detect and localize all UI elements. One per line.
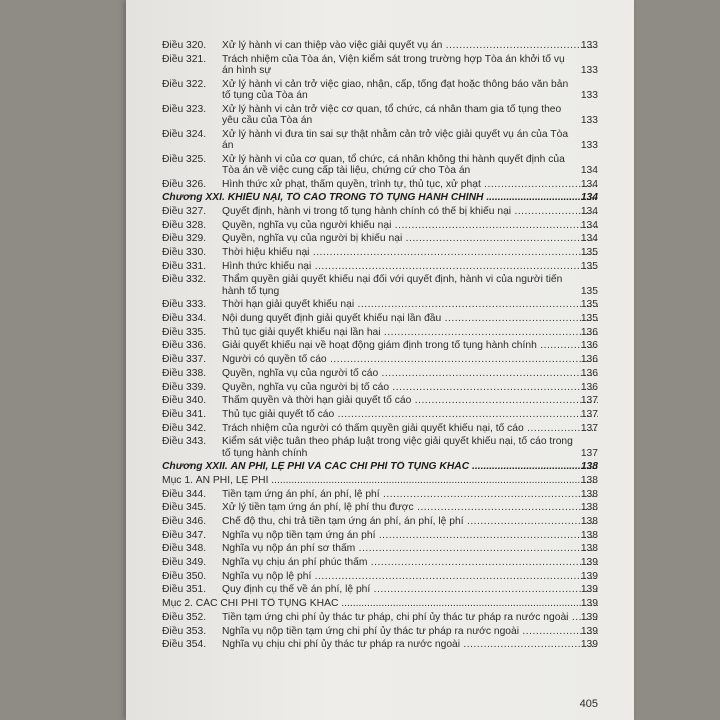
entry-page-number: 133 [580, 89, 598, 101]
toc-entry [162, 154, 598, 177]
entry-page-number: 139 [580, 584, 598, 596]
entry-title: Thời hiệu khiếu nại ..... [222, 247, 598, 258]
article-label: Điều 326. [162, 178, 207, 190]
article-label: Điều 321. [162, 53, 207, 65]
article-label: Điều 322. [162, 78, 207, 90]
toc-entry [162, 327, 598, 338]
toc-entry [162, 626, 598, 637]
entry-page-number: 137 [580, 395, 598, 407]
entry-title: Trách nhiệm của Tòa án, Viện kiểm sát trong trường hợp Tòa án khởi tố vụ án hình sự [222, 53, 565, 76]
article-label: Điều 345. [162, 502, 207, 514]
entry-page-number: 133 [580, 40, 598, 51]
article-label: Điều 324. [162, 128, 207, 140]
entry-page-number: 139 [580, 570, 598, 582]
toc-entry [162, 79, 598, 102]
article-label: Điều 342. [162, 422, 207, 434]
article-label: Điều 337. [162, 354, 207, 366]
entry-page-number: 134 [580, 205, 598, 217]
entry-title: Xử lý hành vi của cơ quan, tổ chức, cá nhân không thi hành quyết định của Tòa án về việc cung cấp tài liệu, chứng cứ cho Tòa án [222, 153, 565, 176]
article-label: Điều 331. [162, 260, 207, 272]
entry-page-number: 138 [580, 543, 598, 555]
toc-entry [162, 368, 598, 379]
article-label: Điều 346. [162, 516, 207, 528]
entry-title: Quyền, nghĩa vụ của người bị tố cáo ..... [222, 382, 598, 393]
entry-title: Quy định cụ thể về án phí, lệ phí ..... [222, 584, 598, 595]
toc-entry [162, 489, 598, 500]
toc-entry [162, 639, 598, 650]
entry-page-number: 133 [580, 114, 598, 126]
entry-title: Quyền, nghĩa vụ của người khiếu nại ..... [222, 220, 598, 231]
entry-title: Quyết định, hành vi trong tố tụng hành chính có thể bị khiếu nại ..... [222, 206, 598, 217]
entry-page-number: 138 [580, 488, 598, 500]
entry-title: Chế độ thu, chi trả tiền tạm ứng án phí, án phí, lệ phí ..... [222, 516, 598, 527]
toc-entry [162, 299, 598, 310]
entry-page-number: 135 [580, 313, 598, 325]
entry-page-number: 139 [580, 557, 598, 569]
entry-title: Quyền, nghĩa vụ của người bị khiếu nại ..... [222, 233, 598, 244]
entry-title: Quyền, nghĩa vụ của người tố cáo ..... [222, 368, 598, 379]
toc-entry [162, 612, 598, 623]
entry-title: Hình thức xử phạt, thẩm quyền, trình tự, thủ tục, xử phạt ..... [222, 179, 598, 190]
entry-page-number: 138 [580, 529, 598, 541]
toc-entry [162, 233, 598, 244]
page-number: 405 [579, 698, 598, 710]
toc-entry [162, 395, 598, 406]
entry-page-number: 133 [580, 139, 598, 151]
entry-title: Nghĩa vụ nộp lệ phí ..... [222, 571, 598, 582]
toc-entry [162, 557, 598, 568]
article-label: Điều 338. [162, 367, 207, 379]
article-label: Điều 332. [162, 274, 207, 286]
entry-page-number: 136 [580, 354, 598, 366]
section-heading [162, 598, 598, 609]
article-label: Điều 339. [162, 381, 207, 393]
toc-entry [162, 247, 598, 258]
entry-title: Nghĩa vụ chịu án phí phúc thẩm ..... [222, 557, 598, 568]
entry-page-number: 136 [580, 367, 598, 379]
toc-entry [162, 129, 598, 152]
toc-entry [162, 382, 598, 393]
article-label: Điều 343. [162, 436, 207, 448]
table-of-contents [162, 40, 598, 653]
entry-title: Thời hạn giải quyết khiếu nại ..... [222, 299, 598, 310]
toc-entry [162, 313, 598, 324]
article-label: Điều 351. [162, 584, 207, 596]
entry-page-number: 139 [580, 611, 598, 623]
toc-entry [162, 436, 598, 459]
toc-entry [162, 274, 598, 297]
entry-title: Nghĩa vụ nộp tiền tạm ứng chi phí ủy thác tư pháp ra nước ngoài ..... [222, 626, 598, 637]
entry-title: Giải quyết khiếu nại về hoạt động giám định trong tố tụng hành chính ..... [222, 340, 598, 351]
entry-page-number: 136 [580, 340, 598, 352]
entry-title: Xử lý hành vi can thiệp vào việc giải quyết vụ án ..... [222, 40, 598, 51]
toc-entry [162, 354, 598, 365]
entry-title: Thẩm quyền giải quyết khiếu nại đối với quyết định, hành vi của người tiến hành tố tụng [222, 274, 563, 297]
article-label: Điều 344. [162, 488, 207, 500]
article-label: Điều 333. [162, 299, 207, 311]
entry-page-number: 134 [580, 178, 598, 190]
entry-page-number: 133 [580, 64, 598, 76]
article-label: Điều 348. [162, 543, 207, 555]
entry-title: Nghĩa vụ chịu chi phí ủy thác tư pháp ra nước ngoài ..... [222, 639, 598, 650]
entry-page-number: 134 [580, 192, 598, 204]
toc-entry [162, 423, 598, 434]
article-label: Điều 336. [162, 340, 207, 352]
entry-title: Người có quyền tố cáo ..... [222, 354, 598, 365]
entry-page-number: 135 [580, 247, 598, 259]
toc-entry [162, 409, 598, 420]
entry-page-number: 138 [580, 461, 598, 473]
article-label: Điều 341. [162, 408, 207, 420]
chapter-heading [162, 461, 598, 472]
chapter-heading [162, 192, 598, 203]
entry-title: Mục 2. CÁC CHI PHÍ TỐ TỤNG KHÁC ..... [162, 598, 598, 609]
toc-entry [162, 220, 598, 231]
entry-page-number: 139 [580, 625, 598, 637]
entry-page-number: 134 [580, 233, 598, 245]
article-label: Điều 350. [162, 570, 207, 582]
book-page [126, 0, 634, 720]
entry-title: Nghĩa vụ nộp án phí sơ thẩm ..... [222, 543, 598, 554]
toc-entry [162, 104, 598, 127]
entry-page-number: 137 [580, 422, 598, 434]
entry-title: Tiền tạm ứng chi phí ủy thác tư pháp, chi phí ủy thác tư pháp ra nước ngoài ..... [222, 612, 598, 623]
toc-entry [162, 571, 598, 582]
entry-title: Nghĩa vụ nộp tiền tạm ứng án phí ..... [222, 530, 598, 541]
toc-entry [162, 502, 598, 513]
entry-title: Kiểm sát việc tuân theo pháp luật trong việc giải quyết khiếu nại, tố cáo trong tố tụng hành chính [222, 436, 573, 459]
article-label: Điều 340. [162, 395, 207, 407]
entry-page-number: 137 [580, 408, 598, 420]
article-label: Điều 335. [162, 326, 207, 338]
entry-title: Tiền tạm ứng án phí, án phí, lệ phí ..... [222, 489, 598, 500]
toc-entry [162, 340, 598, 351]
entry-title: Thẩm quyền và thời hạn giải quyết tố cáo ..... [222, 395, 598, 406]
entry-page-number: 137 [580, 447, 598, 459]
article-label: Điều 349. [162, 557, 207, 569]
entry-page-number: 138 [580, 502, 598, 514]
article-label: Điều 328. [162, 219, 207, 231]
entry-title: Thủ tục giải quyết khiếu nại lần hai ..... [222, 327, 598, 338]
entry-title: Xử lý tiền tạm ứng án phí, lệ phí thu được ..... [222, 502, 598, 513]
entry-page-number: 134 [580, 164, 598, 176]
toc-entry [162, 584, 598, 595]
entry-title: Xử lý hành vi cản trở việc giao, nhận, cấp, tống đạt hoặc thông báo văn bản tố tụng của Tòa án [222, 78, 569, 101]
article-label: Điều 330. [162, 247, 207, 259]
entry-title: Chương XXII. ÁN PHÍ, LỆ PHÍ VÀ CÁC CHI PHÍ TỐ TỤNG KHÁC ..... [162, 461, 598, 472]
entry-page-number: 139 [580, 639, 598, 651]
article-label: Điều 329. [162, 233, 207, 245]
toc-entry [162, 206, 598, 217]
entry-title: Mục 1. ÁN PHÍ, LỆ PHÍ ..... [162, 475, 598, 486]
article-label: Điều 323. [162, 103, 207, 115]
article-label: Điều 325. [162, 153, 207, 165]
entry-page-number: 135 [580, 260, 598, 272]
toc-entry [162, 54, 598, 77]
entry-title: Thủ tục giải quyết tố cáo ..... [222, 409, 598, 420]
entry-title: Xử lý hành vi cản trở việc cơ quan, tổ chức, cá nhân tham gia tố tụng theo yêu cầu của Tòa án [222, 103, 562, 126]
toc-entry [162, 261, 598, 272]
entry-page-number: 136 [580, 381, 598, 393]
article-label: Điều 352. [162, 611, 207, 623]
toc-entry [162, 530, 598, 541]
toc-entry [162, 179, 598, 190]
entry-title: Xử lý hành vi đưa tin sai sự thật nhằm cản trở việc giải quyết vụ án của Tòa án [222, 128, 569, 151]
article-label: Điều 347. [162, 529, 207, 541]
article-label: Điều 334. [162, 313, 207, 325]
article-label: Điều 320. [162, 40, 207, 51]
entry-page-number: 135 [580, 285, 598, 297]
article-label: Điều 327. [162, 205, 207, 217]
entry-title: Chương XXI. KHIẾU NẠI, TỐ CÁO TRONG TỐ TỤNG HÀNH CHÍNH ..... [162, 192, 598, 203]
entry-title: Hình thức khiếu nại ..... [222, 261, 598, 272]
entry-page-number: 138 [580, 516, 598, 528]
entry-page-number: 134 [580, 219, 598, 231]
article-label: Điều 354. [162, 639, 207, 651]
entry-page-number: 136 [580, 326, 598, 338]
entry-title: Trách nhiệm của người có thẩm quyền giải quyết khiếu nại, tố cáo ..... [222, 423, 598, 434]
toc-entry [162, 40, 598, 51]
entry-page-number: 139 [580, 598, 598, 610]
toc-entry [162, 543, 598, 554]
section-heading [162, 475, 598, 486]
entry-title: Nội dung quyết định giải quyết khiếu nại lần đầu ..... [222, 313, 598, 324]
toc-entry [162, 516, 598, 527]
entry-page-number: 138 [580, 474, 598, 486]
entry-page-number: 135 [580, 299, 598, 311]
article-label: Điều 353. [162, 625, 207, 637]
